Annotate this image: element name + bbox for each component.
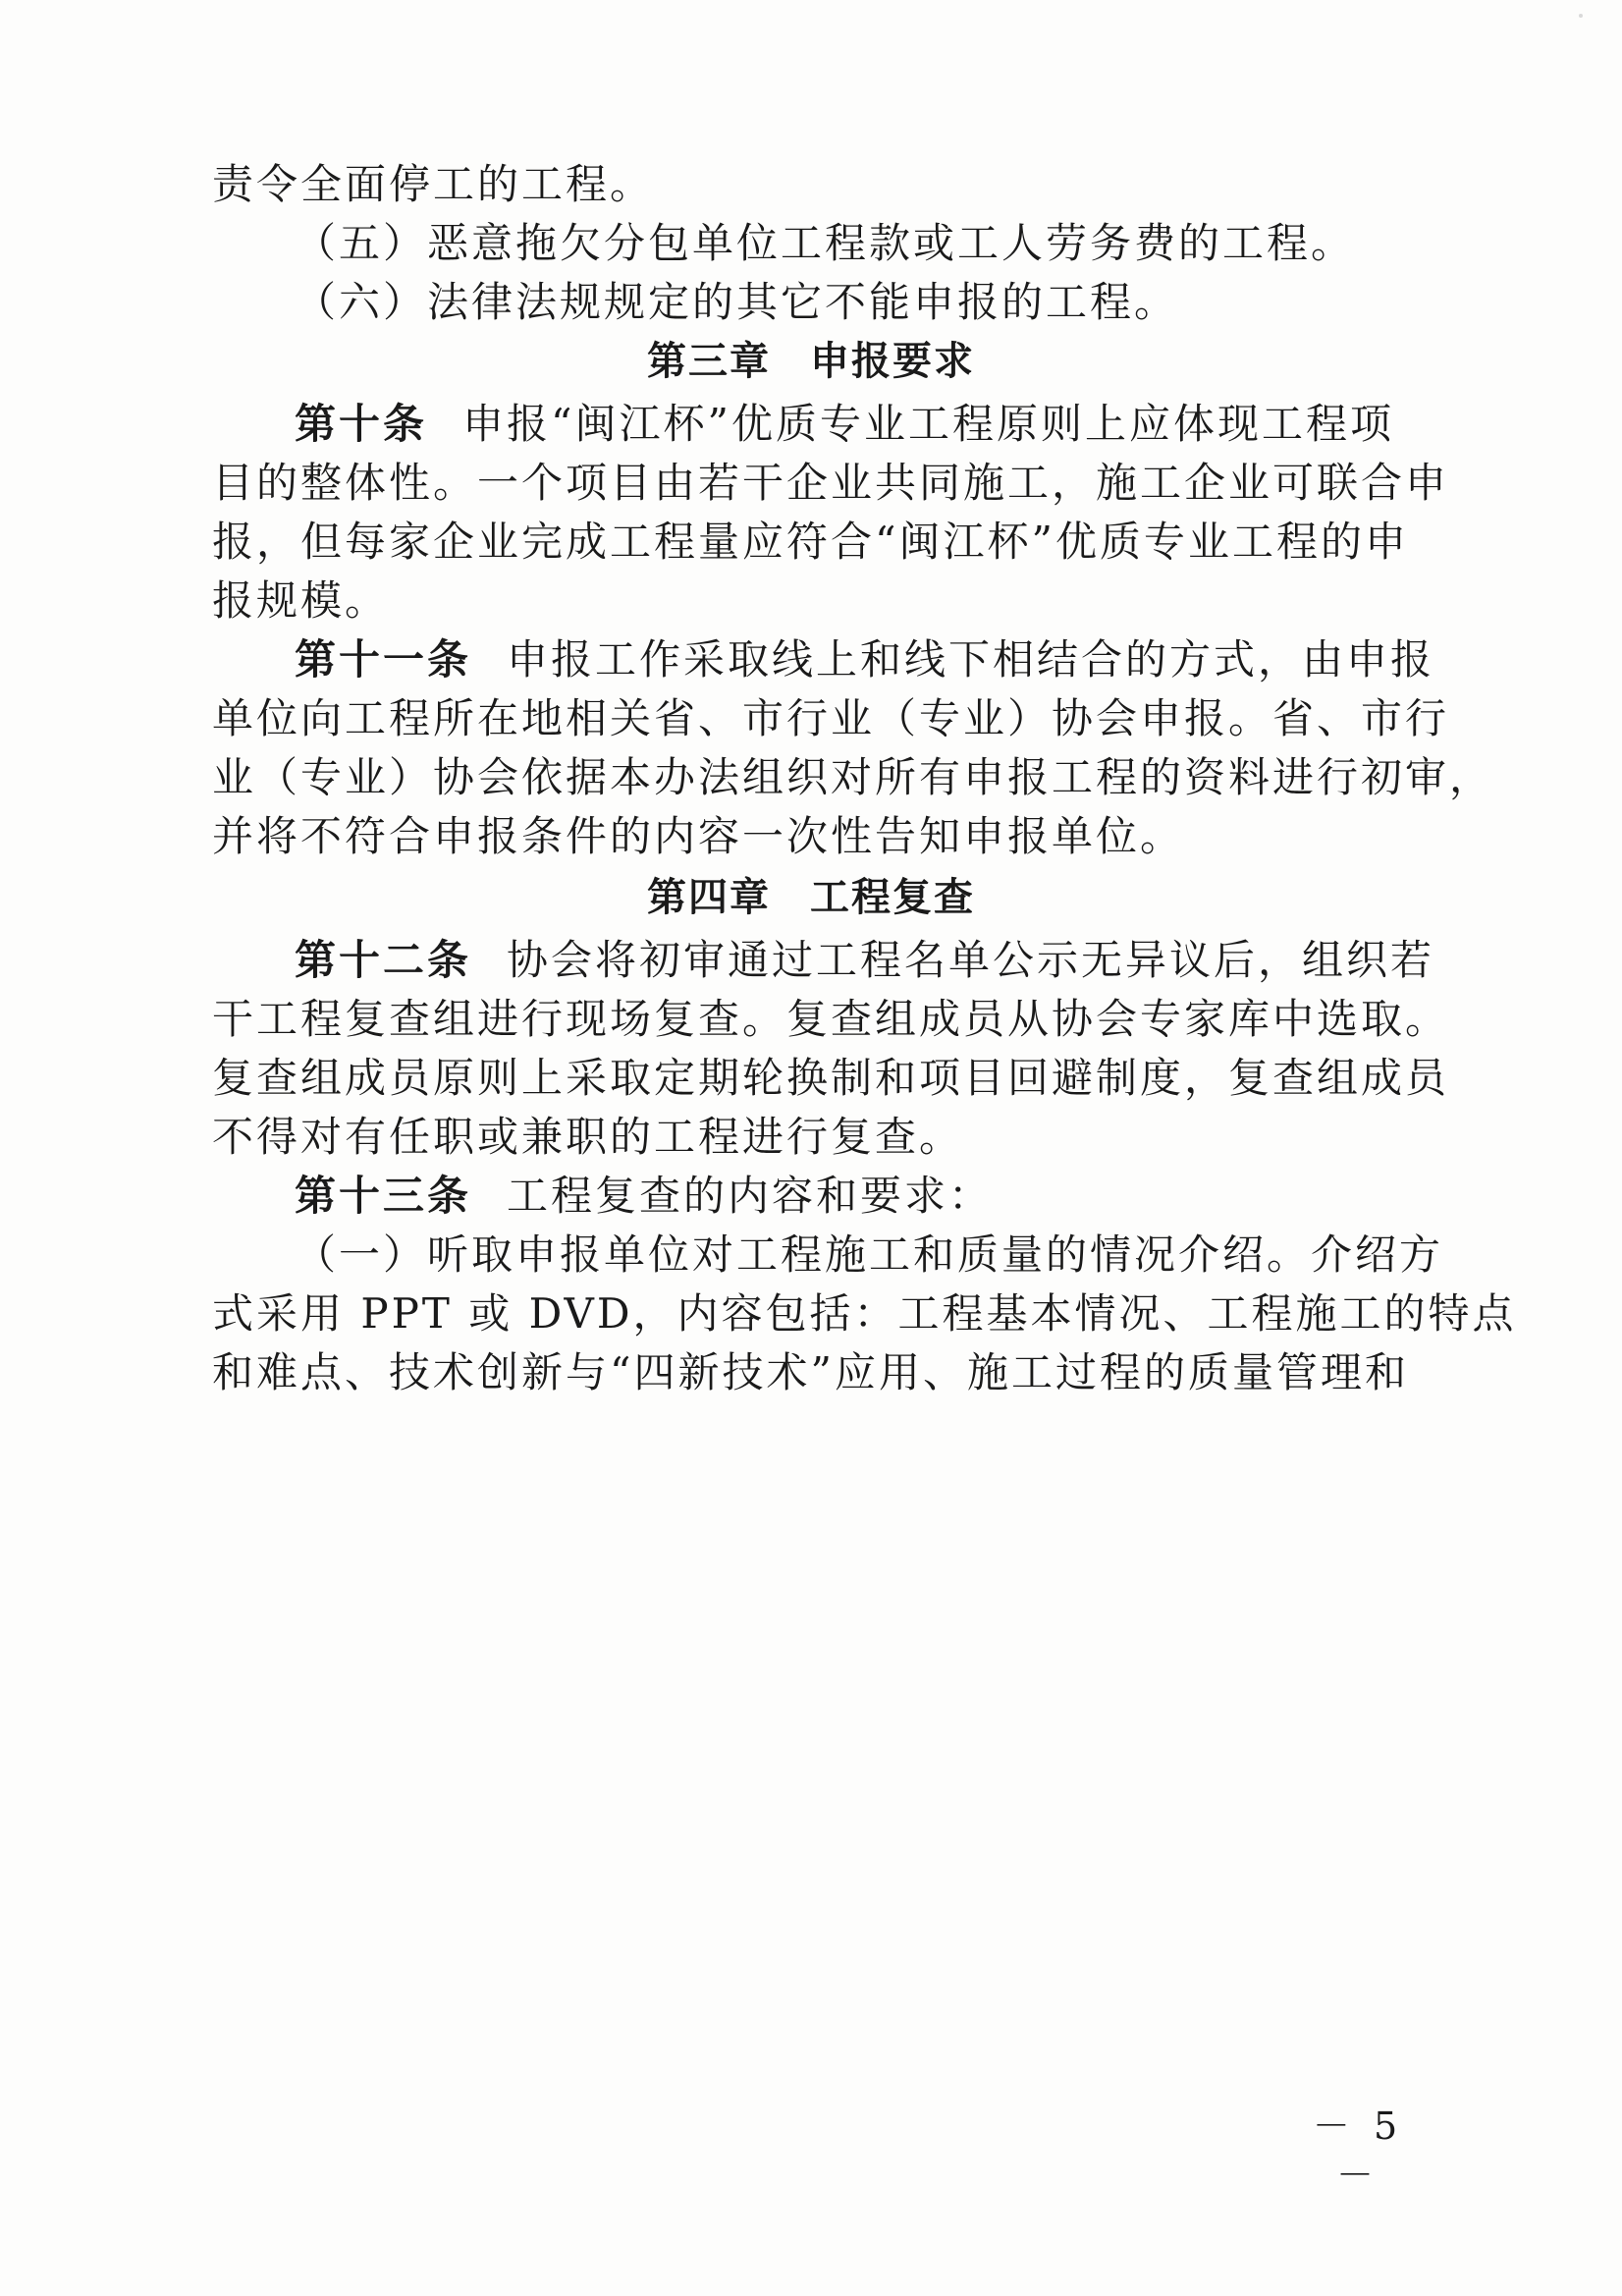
article-12-text: 协会将初审通过工程名单公示无异议后，组织若 [507,936,1435,984]
item-1-line-3: 和难点、技术创新与“四新技术”应用、施工过程的质量管理和 [212,1348,1409,1396]
list-item-6: （六）法律法规规定的其它不能申报的工程。 [295,278,1179,326]
chapter-4-title: 工程复查 [810,875,975,920]
item-1-line-2: 式采用 PPT 或 DVD，内容包括：工程基本情况、工程施工的特点 [212,1289,1517,1338]
chapter-3-heading [0,332,1622,391]
scan-speck [1579,14,1583,18]
chapter-4-heading [0,868,1622,927]
article-11-line-2: 单位向工程所在地相关省、市行业（专业）协会申报。省、市行 [212,694,1450,742]
article-12-line-3: 复查组成员原则上采取定期轮换制和项目回避制度，复查组成员 [212,1054,1450,1102]
article-13-line-1 [295,1167,1420,1226]
article-12-line-2: 干工程复查组进行现场复查。复查组成员从协会专家库中选取。 [212,995,1450,1043]
article-12-line-1 [295,931,1435,990]
article-10-line-2: 目的整体性。一个项目由若干企业共同施工，施工企业可联合申 [212,459,1450,507]
paragraph-line: 责令全面停工的工程。 [212,160,655,208]
chapter-3-title: 申报要求 [810,339,975,384]
article-12-label: 第十二条 [295,936,472,984]
article-10-label: 第十条 [295,400,428,448]
article-10-line-3: 报，但每家企业完成工程量应符合“闽江杯”优质专业工程的申 [212,518,1409,566]
item-1-line-1: （一）听取申报单位对工程施工和质量的情况介绍。介绍方 [295,1230,1444,1279]
article-10-text: 申报“闽江杯”优质专业工程原则上应体现工程项 [462,400,1394,448]
article-11-line-1 [295,630,1435,689]
article-11-line-3: 业（专业）协会依据本办法组织对所有申报工程的资料进行初审， [212,753,1494,801]
chapter-4-number: 第四章 [647,875,771,920]
article-13-label: 第十三条 [295,1172,472,1220]
article-10-line-4: 报规模。 [212,576,390,625]
article-11-line-4: 并将不符合申报条件的内容一次性告知申报单位。 [212,812,1185,860]
article-12-line-4: 不得对有任职或兼职的工程进行复查。 [212,1113,964,1161]
list-item-5: （五）恶意拖欠分包单位工程款或工人劳务费的工程。 [295,219,1356,267]
article-13-text: 工程复查的内容和要求： [507,1172,994,1220]
article-11-label: 第十一条 [295,635,472,683]
chapter-3-number: 第三章 [647,339,771,384]
page-number: － 5 － [1312,2105,1404,2197]
article-11-text: 申报工作采取线上和线下相结合的方式，由申报 [507,635,1435,683]
article-10-line-1 [295,395,1420,454]
